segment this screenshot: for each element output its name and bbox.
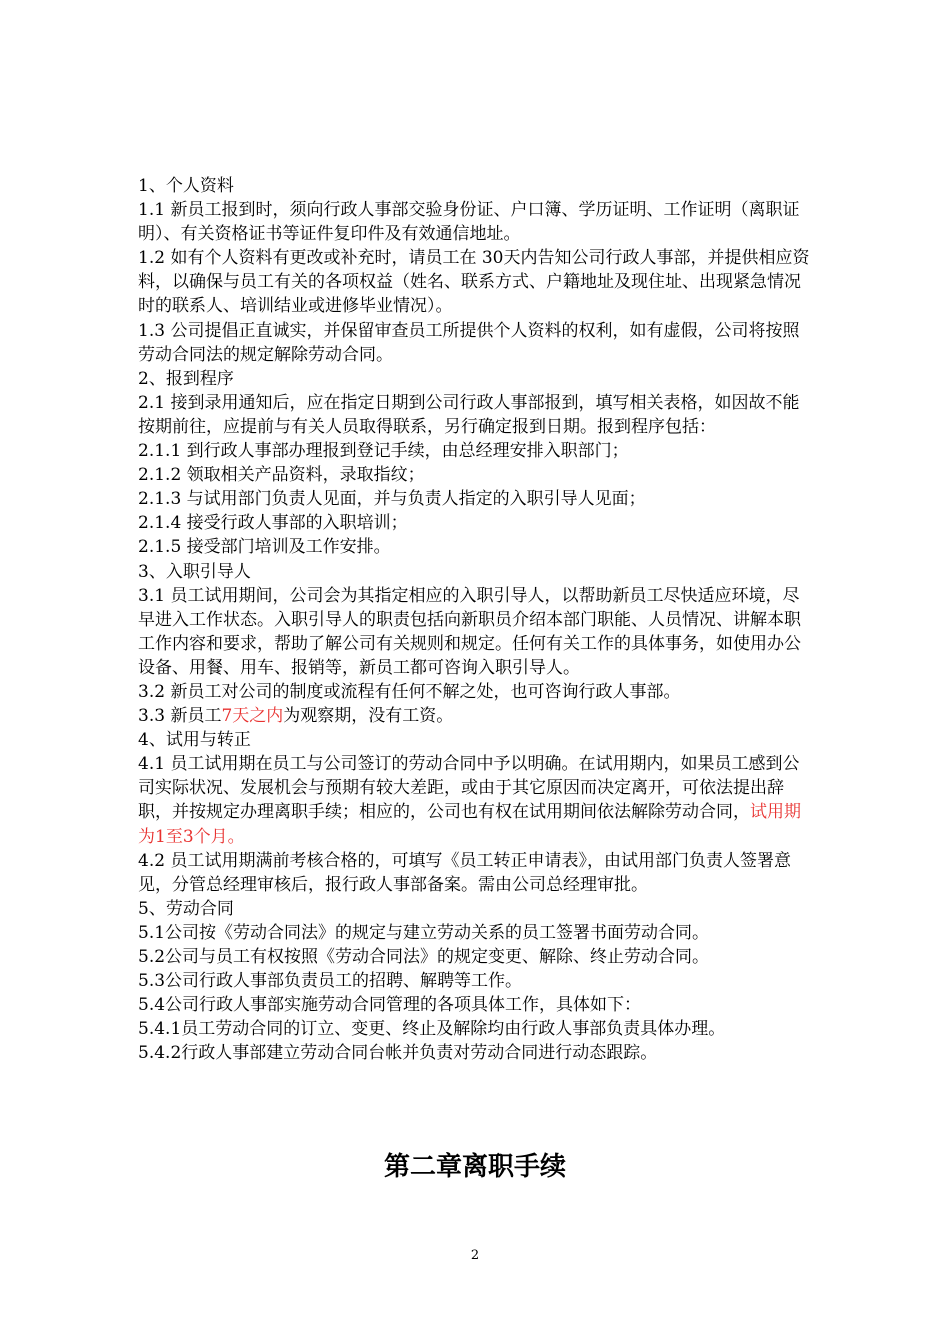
paragraph-5-4 [138, 993, 816, 1017]
heading-3-text: 3、入职引导人 [138, 561, 251, 582]
heading-5-text: 5、劳动合同 [138, 898, 234, 919]
paragraph-1-1 [138, 198, 816, 246]
paragraph-2-1-3 [138, 487, 816, 511]
paragraph-2-1-2-text: 2.1.2 领取相关产品资料，录取指纹； [138, 465, 425, 486]
heading-5 [138, 897, 816, 921]
paragraph-2-1-3-text: 2.1.3 与试用部门负责人见面，并与负责人指定的入职引导人见面； [138, 489, 646, 510]
paragraph-2-1-4 [138, 511, 816, 535]
paragraph-3-2 [138, 680, 816, 704]
paragraph-5-4-1-text: 5.4.1员工劳动合同的订立、变更、终止及解除均由行政人事部负责具体办理。 [138, 1019, 726, 1040]
paragraph-2-1-1-text: 2.1.1 到行政人事部办理报到登记手续，由总经理安排入职部门； [138, 441, 629, 462]
paragraph-3-2-text: 3.2 新员工对公司的制度或流程有任何不解之处，也可咨询行政人事部。 [138, 681, 681, 702]
body-text [138, 174, 816, 1065]
paragraph-5-4-2-text: 5.4.2行政人事部建立劳动合同台帐并负责对劳动合同进行动态跟踪。 [138, 1043, 658, 1064]
paragraph-3-1-text: 3.1 员工试用期间，公司会为其指定相应的入职引导人，以帮助新员工尽快适应环境，尽早进入工作状态。入职引导人的职责包括向新职员介绍本部门职能、人员情况、讲解本职工作内容和要求，帮助了解公司有关规则和规定。任何有关工作的具体事务，如使用办公设备、用餐、用车、报销等，新员工都可咨询入职引导人。 [138, 585, 801, 678]
paragraph-3-3-text: 3.3 新员工 [138, 706, 222, 727]
paragraph-5-3-text: 5.3公司行政人事部负责员工的招聘、解聘等工作。 [138, 971, 523, 992]
paragraph-5-4-2 [138, 1041, 816, 1065]
paragraph-2-1-5-text: 2.1.5 接受部门培训及工作安排。 [138, 537, 391, 558]
heading-2-text: 2、报到程序 [138, 368, 234, 389]
paragraph-2-1 [138, 391, 816, 439]
paragraph-3-3-tail: 为观察期，没有工资。 [283, 706, 454, 727]
paragraph-1-1-text: 1.1 新员工报到时，须向行政人事部交验身份证、户口簿、学历证明、工作证明（离职证明）、有关资格证书等证件复印件及有效通信地址。 [138, 200, 800, 245]
paragraph-1-3-text: 1.3 公司提倡正直诚实，并保留审查员工所提供个人资料的权利，如有虚假，公司将按照劳动合同法的规定解除劳动合同。 [138, 320, 800, 365]
paragraph-2-1-text: 2.1 接到录用通知后，应在指定日期到公司行政人事部报到，填写相关表格，如因故不能按期前往，应提前与有关人员取得联系，另行确定报到日期。报到程序包括： [138, 392, 800, 437]
observation-period-highlight: 7天之内 [221, 706, 284, 727]
chapter-title: 第二章离职手续 [383, 1152, 566, 1182]
paragraph-4-1 [138, 752, 816, 848]
paragraph-4-2-text: 4.2 员工试用期满前考核合格的，可填写《员工转正申请表》，由试用部门负责人签署意见，分管总经理审核后，报行政人事部备案。需由公司总经理审批。 [138, 850, 791, 895]
heading-4-text: 4、试用与转正 [138, 730, 251, 751]
paragraph-5-4-text: 5.4公司行政人事部实施劳动合同管理的各项具体工作，具体如下： [138, 995, 642, 1016]
heading-2 [138, 367, 816, 391]
paragraph-5-1-text: 5.1公司按《劳动合同法》的规定与建立劳动关系的员工签署书面劳动合同。 [138, 922, 710, 943]
heading-1-text: 1、个人资料 [138, 176, 234, 196]
paragraph-5-3 [138, 969, 816, 993]
paragraph-3-3 [138, 704, 816, 728]
page-number: 2 [470, 1248, 480, 1263]
paragraph-5-2 [138, 945, 816, 969]
paragraph-1-2-text: 1.2 如有个人资料有更改或补充时，请员工在 30天内告知公司行政人事部，并提供相应资料，以确保与员工有关的各项权益（姓名、联系方式、户籍地址及现住址、出现紧急情况时的联系人、培训结业或进修毕业情况）。 [138, 248, 810, 317]
probation-period-highlight: 试用期为1至3个月。 [138, 802, 801, 847]
paragraph-5-4-1 [138, 1017, 816, 1041]
paragraph-2-1-5 [138, 535, 816, 559]
paragraph-5-1 [138, 921, 816, 945]
heading-3 [138, 560, 816, 584]
paragraph-3-1 [138, 584, 816, 680]
paragraph-1-3 [138, 319, 816, 367]
paragraph-2-1-2 [138, 463, 816, 487]
heading-1 [138, 174, 816, 198]
heading-4 [138, 728, 816, 752]
paragraph-4-2 [138, 849, 816, 897]
paragraph-4-1-text: 4.1 员工试用期在员工与公司签订的劳动合同中予以明确。在试用期内，如果员工感到公司实际状况、发展机会与预期有较大差距，或由于其它原因而决定离开，可依法提出辞职，并按规定办理离职手续；相应的，公司也有权在试用期间依法解除劳动合同， [138, 754, 800, 823]
paragraph-1-2 [138, 246, 816, 318]
paragraph-2-1-1 [138, 439, 816, 463]
paragraph-2-1-4-text: 2.1.4 接受行政人事部的入职培训； [138, 513, 408, 534]
paragraph-5-2-text: 5.2公司与员工有权按照《劳动合同法》的规定变更、解除、终止劳动合同。 [138, 947, 710, 967]
